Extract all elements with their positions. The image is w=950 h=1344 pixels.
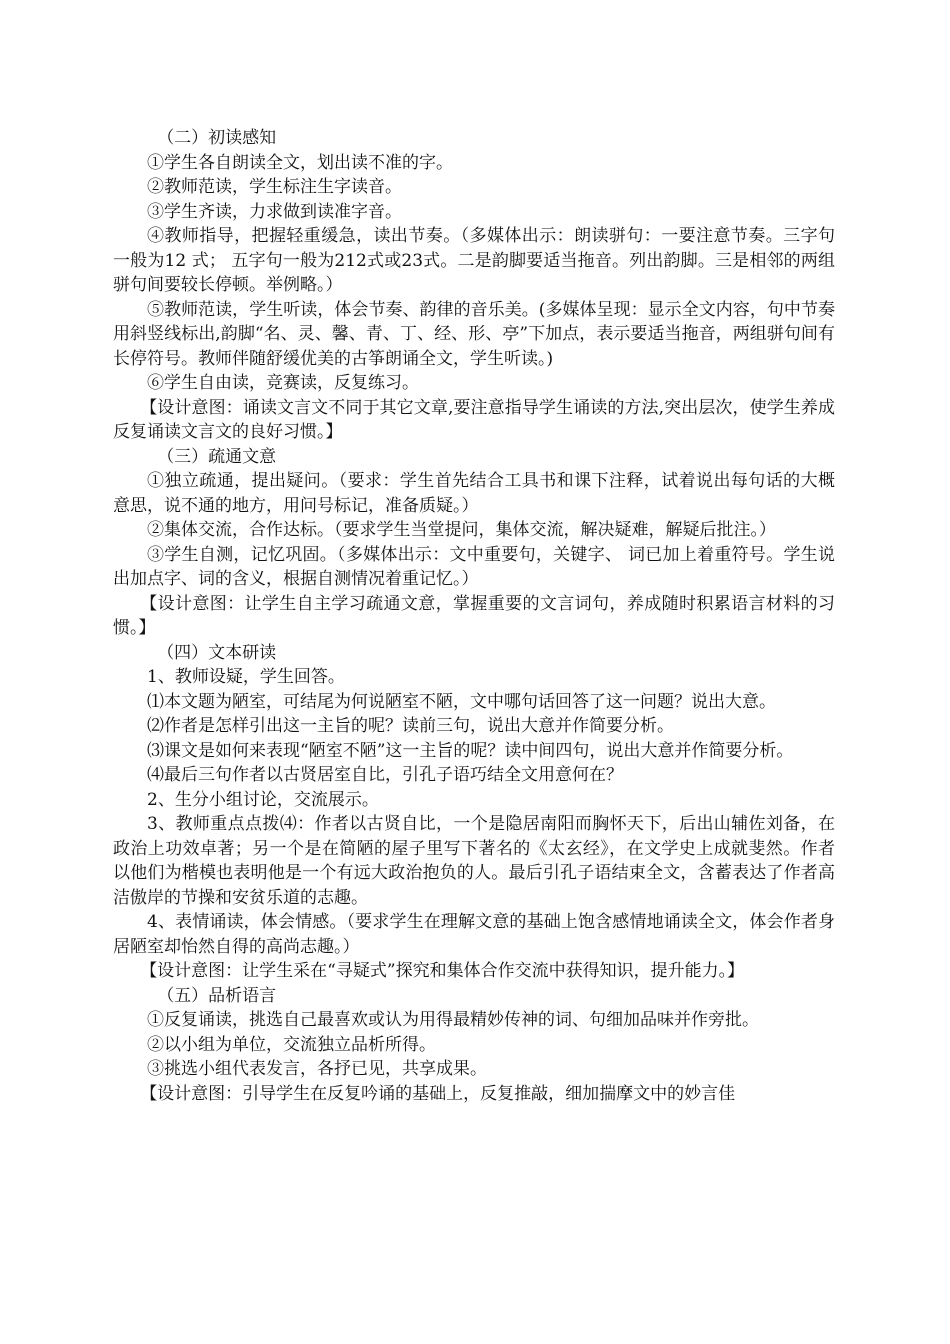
paragraph: ⑵作者是怎样引出这一主旨的呢？读前三句，说出大意并作简要分析。 (147, 716, 674, 736)
design-intent-note: 【设计意图：引导学生在反复吟诵的基础上，反复推敲，细加揣摩文中的妙言佳 (140, 1083, 736, 1104)
section-heading: （三）疏通文意 (157, 446, 277, 467)
design-intent-note: 【设计意图：让学生采在“寻疑式”探究和集体合作交流中获得知识，提升能力。】 (140, 961, 745, 981)
document-page (113, 126, 835, 1106)
paragraph: ①反复诵读，挑选自己最喜欢或认为用得最精妙传神的词、句细加品味并作旁批。 (147, 1010, 759, 1030)
paragraph: ⑷最后三句作者以古贤居室自比，引孔子语巧结全文用意何在？ (147, 765, 623, 785)
paragraph: ③挑选小组代表发言，各抒已见，共享成果。 (147, 1059, 487, 1079)
section-heading: （二）初读感知 (157, 128, 277, 148)
section-heading: （五）品析语言 (157, 985, 277, 1006)
paragraph: ②教师范读，学生标注生字读音。 (147, 177, 402, 197)
section-understanding-meaning (113, 445, 835, 641)
design-intent-note: 【设计意图：让学生自主学习疏通文意，掌握重要的文言词句，养成随时积累语言材料的习惯。】 (113, 593, 835, 638)
paragraph: ①独立疏通，提出疑问。（要求：学生首先结合工具书和课下注释，试着说出每句话的大概意思，说不通的地方，用问号标记，准备质疑。） (113, 471, 835, 516)
paragraph: ①学生各自朗读全文，划出读不准的字。 (147, 152, 453, 173)
section-heading: （四）文本研读 (157, 642, 277, 663)
section-initial-reading (113, 126, 835, 445)
section-text-study (113, 641, 835, 984)
paragraph: 3、教师重点点拨⑷：作者以古贤自比，一个是隐居南阳而胸怀天下，后出山辅佐刘备，在政治上功效卓著；另一个是在简陋的屋子里写下著名的《太玄经》，在文学史上成就斐然。作者以他们为楷模也表明他是一个有远大政治抱负的人。最后引孔子语结束全文，含蓄表达了作者高洁傲岸的节操和安贫乐道的志趣。 (113, 814, 835, 908)
paragraph: ⑥学生自由读，竞赛读，反复练习。 (147, 373, 419, 393)
paragraph: 1、教师设疑，学生回答。 (147, 667, 345, 687)
section-language-analysis (113, 984, 835, 1107)
paragraph: 4、表情诵读，体会情感。（要求学生在理解文意的基础上饱含感情地诵读全文，体会作者身居陋室却怡然自得的高尚志趣。） (113, 912, 835, 957)
paragraph: ⑴本文题为陋室，可结尾为何说陋室不陋，文中哪句话回答了这一问题？说出大意。 (147, 691, 776, 712)
paragraph: ③学生自测，记忆巩固。（多媒体出示：文中重要句，关键字、 词已加上着重符号。学生说出加点字、词的含义，根据自测情况着重记忆。） (113, 544, 835, 589)
paragraph: ④教师指导，把握轻重缓急，读出节奏。（多媒体出示：朗读骈句：一要注意节奏。三字句一般为12 式； 五字句一般为212式或23式。二是韵脚要适当拖音。列出韵脚。三是相邻的两组骈句间要较长停顿。举例略。） (113, 226, 835, 295)
paragraph: ②以小组为单位，交流独立品析所得。 (147, 1034, 436, 1055)
design-intent-note: 【设计意图：诵读文言文不同于其它文章,要注意指导学生诵读的方法,突出层次，使学生养成反复诵读文言文的良好习惯。】 (113, 397, 835, 442)
paragraph: ②集体交流，合作达标。（要求学生当堂提问，集体交流，解决疑难，解疑后批注。） (147, 520, 776, 540)
paragraph: ③学生齐读，力求做到读准字音。 (147, 201, 402, 222)
paragraph: 2、生分小组讨论，交流展示。 (147, 789, 379, 810)
paragraph: ⑶课文是如何来表现“陋室不陋”这一主旨的呢？读中间四句，说出大意并作简要分析。 (147, 740, 794, 761)
paragraph: ⑤教师范读，学生听读，体会节奏、韵律的音乐美。(多媒体呈现：显示全文内容，句中节奏用斜竖线标出,韵脚“名、灵、馨、青、丁、经、形、亭”下加点，表示要适当拖音，两组骈句间有长停符号。教师伴随舒缓优美的古筝朗诵全文，学生听读。) (113, 299, 835, 369)
